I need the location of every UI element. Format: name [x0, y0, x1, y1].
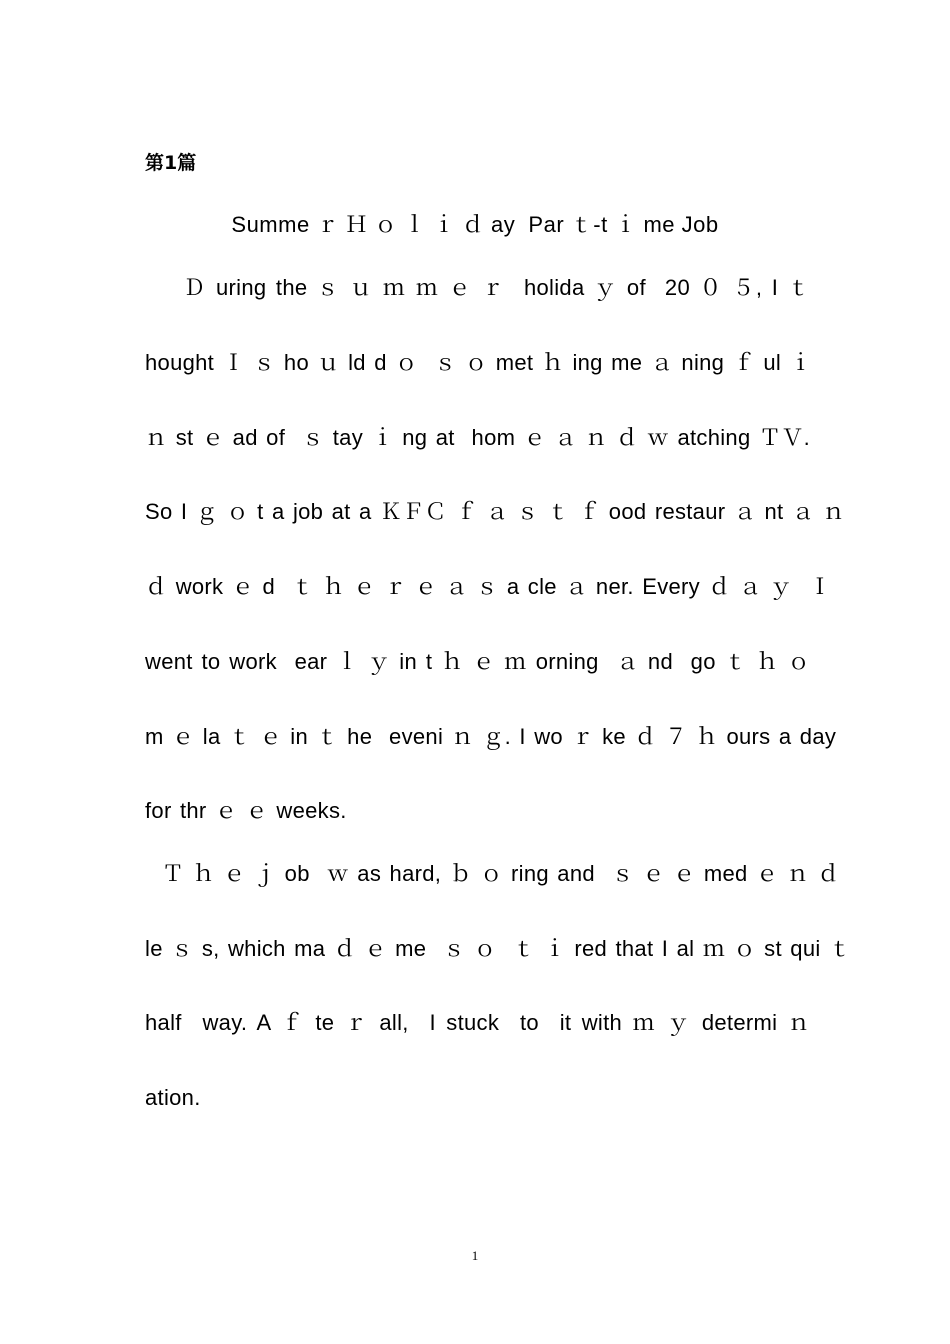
section-heading: 第1篇: [145, 152, 197, 174]
text-line: ｎ st ｅ ad of ｓ tay ｉ ng at hom ｅ ａ ｎ ｄ ｗ atching ＴＶ.: [145, 425, 810, 450]
page-number: 1: [471, 1248, 479, 1263]
text-line: hought Ｉ ｓ ho ｕ ld d ｏ ｓ ｏ met ｈ ing me ａ ning ｆ ul ｉ: [145, 350, 812, 375]
text-line: Ｄ uring the ｓ ｕ ｍ ｍ ｅ ｒ holida ｙ of 20 ０ ５, I ｔ: [145, 275, 810, 300]
text-line: Ｔ ｈ ｅ ｊ ob ｗ as hard, ｂ ｏ ring and ｓ ｅ ｅ med ｅ ｎ ｄ: [145, 861, 840, 886]
text-line: half way. A ｆ te ｒ all, I stuck to it with ｍ ｙ determi ｎ: [145, 1010, 810, 1035]
text-line: m ｅ la ｔ ｅ in ｔ he eveni ｎ ｇ. I wo ｒ ke ｄ ７ ｈ ours a day: [145, 724, 837, 749]
essay-title: Summe ｒ Ｈ ｏ ｌ ｉ ｄ ay Par ｔ-t ｉ me Job: [231, 212, 719, 237]
text-line: went to work ear ｌ ｙ in t ｈ ｅ ｍ orning ａ nd go ｔ ｈ ｏ: [145, 649, 810, 674]
text-line: for thr ｅ ｅ weeks.: [145, 798, 347, 823]
text-line: So I ｇ ｏ t a job at a ＫＦＣ ｆ ａ ｓ ｔ ｆ ood restaur ａ nt ａ ｎ: [145, 499, 845, 524]
text-line: ｄ work ｅ d ｔ ｈ ｅ ｒ ｅ ａ ｓ a cle ａ ner. Every ｄ ａ ｙ Ｉ: [145, 574, 832, 599]
text-line: ation.: [145, 1085, 201, 1110]
text-line: le ｓ s, which ma ｄ ｅ me ｓ ｏ ｔ ｉ red that I al ｍ ｏ st qui ｔ: [145, 936, 852, 961]
